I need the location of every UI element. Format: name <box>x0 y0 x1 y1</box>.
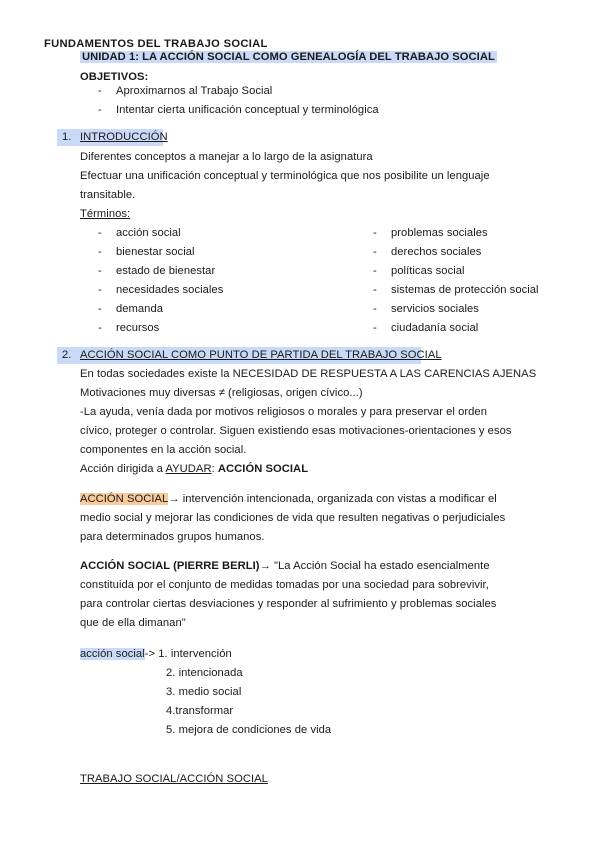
list-item: 4.transformar <box>166 705 234 717</box>
section1-line: Efectuar una unificación conceptual y terminológica que nos posibilite un lenguaje <box>80 170 490 182</box>
bullet-dash: - <box>98 265 102 277</box>
term-item: derechos sociales <box>391 246 482 258</box>
term-item: servicios sociales <box>391 303 479 315</box>
term-item: necesidades sociales <box>116 284 224 296</box>
definition2-text: → "La Acción Social ha estado esencialmente <box>259 560 490 572</box>
directed-prefix: Acción dirigida a <box>80 463 166 475</box>
bullet-dash: - <box>98 85 102 97</box>
definition1-line <box>80 493 497 505</box>
objectives-heading: OBJETIVOS: <box>80 71 149 83</box>
definition2-term: ACCIÓN SOCIAL (PIERRE BERLI) <box>80 560 260 572</box>
bullet-dash: - <box>373 284 377 296</box>
document-title: FUNDAMENTOS DEL TRABAJO SOCIAL <box>44 38 268 50</box>
list-intro <box>80 648 232 660</box>
bullet-dash: - <box>373 303 377 315</box>
section2-heading: ACCIÓN SOCIAL COMO PUNTO DE PARTIDA DEL TRABAJO SOCIAL <box>80 349 442 361</box>
term-item: ciudadanía social <box>391 322 479 334</box>
section1-line: Diferentes conceptos a manejar a lo largo de la asignatura <box>80 151 373 163</box>
section1-heading: INTRODUCCIÓN <box>80 131 168 143</box>
section2-line: En todas sociedades existe la NECESIDAD DE RESPUESTA A LAS CARENCIAS AJENAS <box>80 368 537 380</box>
directed-line <box>80 463 308 475</box>
list-item: 3. medio social <box>166 686 242 698</box>
bullet-dash: - <box>98 303 102 315</box>
terms-label: Términos: <box>80 208 131 220</box>
objective-item: Intentar cierta unificación conceptual y terminológica <box>116 104 379 116</box>
bullet-dash: - <box>98 322 102 334</box>
section2-line: -La ayuda, venía dada por motivos religiosos o morales y para preservar el orden <box>80 406 487 418</box>
unit-heading: UNIDAD 1: LA ACCIÓN SOCIAL COMO GENEALOGÍA DEL TRABAJO SOCIAL <box>82 51 495 63</box>
section2-line: Motivaciones muy diversas ≠ (religiosas, origen cívico...) <box>80 387 363 399</box>
definition2-line: constituida por el conjunto de medidas tomadas por una sociedad para sobrevivir, <box>80 579 489 591</box>
term-item: estado de bienestar <box>116 265 216 277</box>
bullet-dash: - <box>373 246 377 258</box>
term-item: bienestar social <box>116 246 195 258</box>
objective-item: Aproximarnos al Trabajo Social <box>116 85 273 97</box>
list-item: 5. mejora de condiciones de vida <box>166 724 332 736</box>
definition2-line: que de ella dimanan" <box>80 617 186 629</box>
bullet-dash: - <box>373 322 377 334</box>
definition2-line <box>80 560 490 572</box>
term-item: recursos <box>116 322 160 334</box>
definition1-text: → intervención intencionada, organizada con vistas a modificar el <box>168 493 497 505</box>
term-item: políticas social <box>391 265 465 277</box>
list-term: acción social <box>80 648 145 660</box>
definition1-term: ACCIÓN SOCIAL <box>80 493 169 505</box>
term-item: demanda <box>116 303 164 315</box>
directed-colon: : <box>211 463 215 475</box>
bullet-dash: - <box>98 227 102 239</box>
bullet-dash: - <box>373 227 377 239</box>
bullet-dash: - <box>98 104 102 116</box>
directed-bold: ACCIÓN SOCIAL <box>217 463 309 475</box>
list-arrow: -> <box>144 648 159 660</box>
term-item: acción social <box>116 227 181 239</box>
term-item: problemas sociales <box>391 227 488 239</box>
definition2-line: para controlar ciertas desviaciones y responder al sufrimiento y problemas sociales <box>80 598 497 610</box>
term-item: sistemas de protección social <box>391 284 539 296</box>
section2-line: cívico, proteger o controlar. Siguen existiendo esas motivaciones-orientaciones y esos <box>80 425 512 437</box>
definition1-line: para determinados grupos humanos. <box>80 531 265 543</box>
bullet-dash: - <box>98 284 102 296</box>
section1-line: transitable. <box>80 189 136 201</box>
bullet-dash: - <box>98 246 102 258</box>
section1-number: 1. <box>62 131 72 143</box>
list-item: 1. intervención <box>158 648 232 660</box>
directed-help: AYUDAR <box>165 463 212 475</box>
bullet-dash: - <box>373 265 377 277</box>
list-item: 2. intencionada <box>166 667 243 679</box>
definition1-line: medio social y mejorar las condiciones de vida que resulten negativas o perjudiciales <box>80 512 506 524</box>
footer-heading: TRABAJO SOCIAL/ACCIÓN SOCIAL <box>80 773 268 785</box>
section2-number: 2. <box>62 349 72 361</box>
section2-line: componentes en la acción social. <box>80 444 247 456</box>
